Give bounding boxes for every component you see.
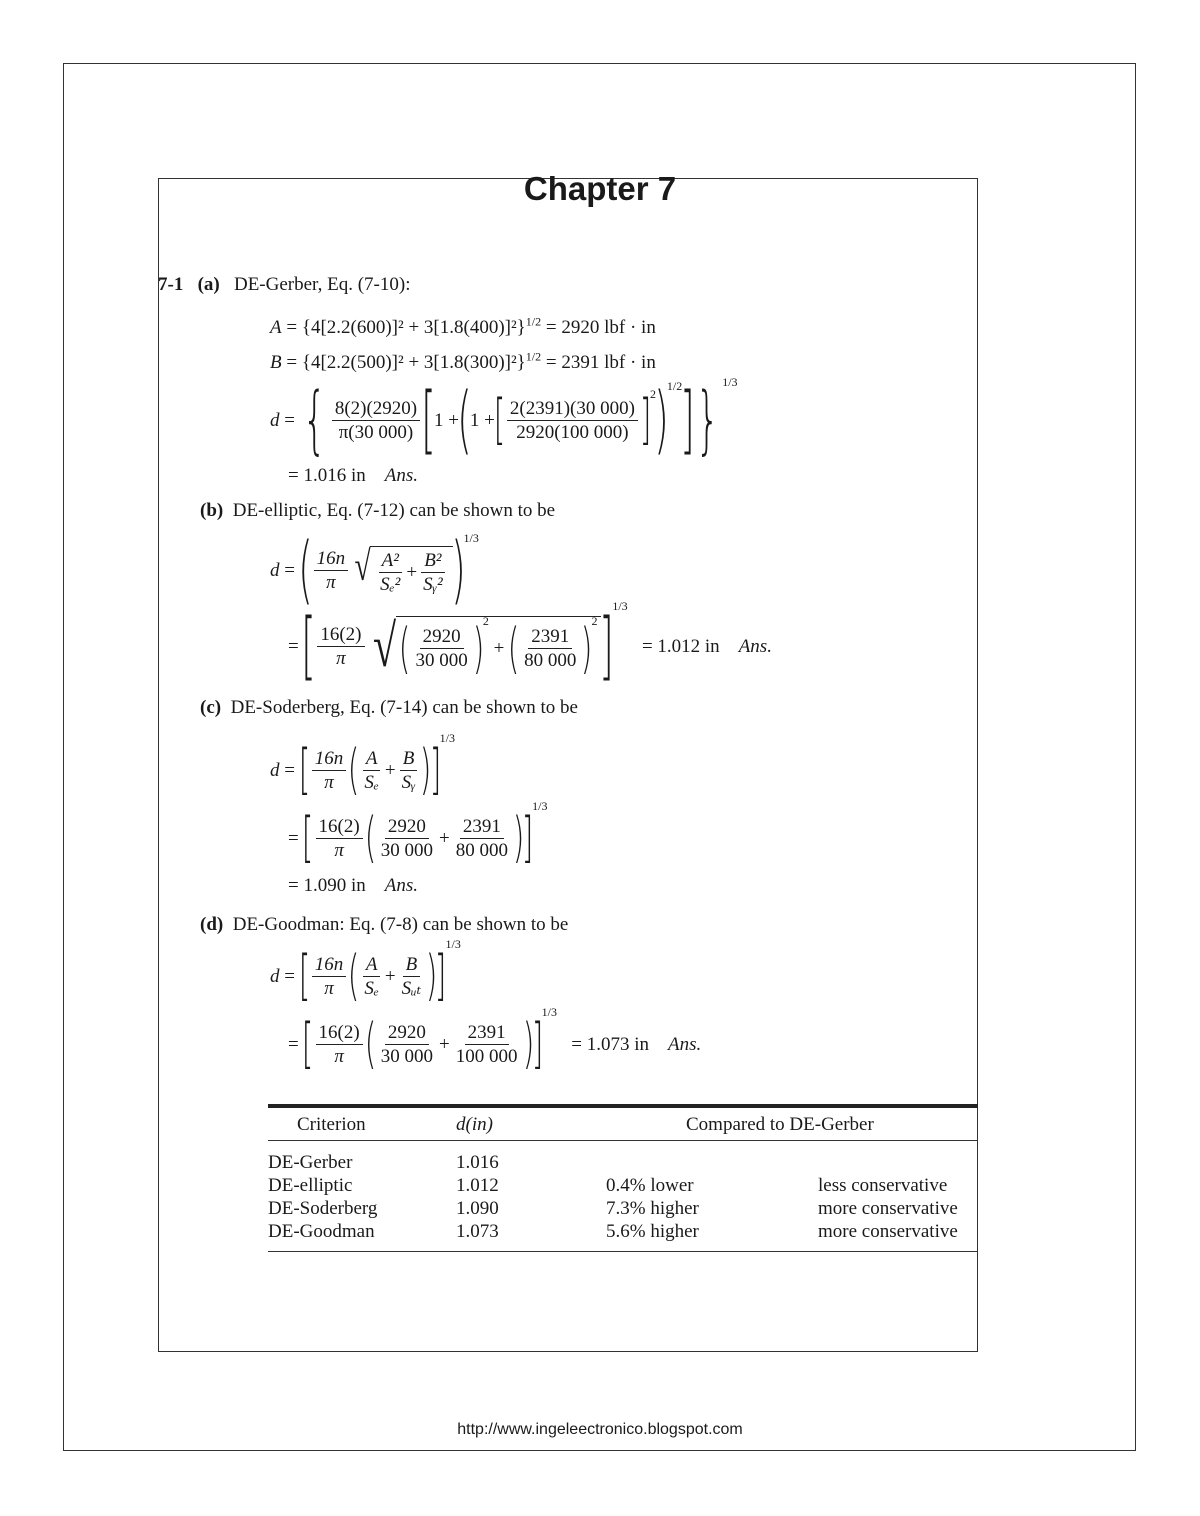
table-header-compared: Compared to DE-Gerber	[686, 1114, 874, 1135]
fraction: $\frac{8(2)(2920)}{\pi(30 000)}$	[332, 399, 420, 442]
table-bottom-rule	[268, 1251, 978, 1252]
equation-A-expr: {4[2.2(600)]² + 3[1.8(400)]²}	[301, 317, 526, 338]
fraction: $\frac{16(2)}{\pi}$	[316, 1023, 363, 1066]
table-header-rule	[268, 1140, 978, 1141]
fraction: $\frac{16n}{\pi}$	[312, 749, 347, 792]
part-b-tag: (b)	[200, 500, 224, 521]
chapter-title: Chapter 7	[523, 170, 677, 207]
equation-B: $B = \{4[2.2(500)]^2 + 3[1.8(300)]^2\}^{1/2} = 2391$ lbf · in	[270, 349, 656, 373]
table-header-criterion: Criterion	[297, 1114, 366, 1135]
square-root: √ ( $\frac{2920}{30 000}$ ) 2 + ( $\frac{2391}{80 000}$ ) 2	[368, 616, 602, 676]
equation-A: $A = \{4[2.2(600)]^2 + 3[1.8(400)]^2\}^{1/2} = 2920$ lbf · in	[270, 314, 656, 338]
fraction: $\frac{2(2391)(30 000)}{2920(100 000)}$	[507, 399, 638, 442]
equation-d-soderberg-numeric: = [ $\frac{16(2)}{\pi}$ ( $\frac{2920}{30 000}$ + $\frac{2391}{80 000}$ ) ] 1/3	[288, 799, 548, 869]
part-a-header	[158, 275, 411, 294]
footer-url: http://www.ingeleectronico.blogspot.com	[457, 1421, 743, 1438]
equation-d-soderberg-general: d = [ $\frac{16n}{\pi}$ ( $\frac{A}{\text{Sₑ}}$ + $\frac{B}{\text{Sᵧ}}$ ) ] 1/3	[270, 731, 455, 801]
part-d-header: (d) DE-Goodman: Eq. (7-8) can be shown to be	[200, 914, 569, 935]
part-d-tag: (d)	[200, 914, 224, 935]
part-a-result: = 1.016 in Ans.	[288, 465, 418, 486]
part-c-tag: (c)	[200, 697, 222, 718]
fraction: $\frac{16n}{\pi}$	[314, 549, 349, 592]
equation-d-goodman-numeric: = [ $\frac{16(2)}{\pi}$ ( $\frac{2920}{30 000}$ + $\frac{2391}{100 000}$ ) ] 1/3 = 1.073 in Ans.	[288, 1005, 702, 1075]
equation-d-elliptic-general: d = ( $\frac{16n}{\pi}$ √ $\frac{\text{A²}}{\text{Sₑ²}}$ + $\frac{\text{B²}}{\text{Sᵧ²}}$ ) 1/3	[270, 527, 479, 613]
equation-d-goodman-general: d = [ $\frac{16n}{\pi}$ ( $\frac{A}{\text{Sₑ}}$ + $\frac{B}{\text{Sᵤₜ}}$ ) ] 1/3	[270, 937, 461, 1007]
part-a-text: DE-Gerber, Eq. (7-10):	[233, 274, 411, 295]
part-a-tag: (a)	[197, 274, 220, 295]
fraction: $\frac{16n}{\pi}$	[312, 955, 347, 998]
fraction: $\frac{16(2)}{\pi}$	[317, 625, 364, 668]
equation-B-result: = 2391 lbf · in	[545, 352, 656, 373]
equation-d-gerber: d = { $\frac{8(2)(2920)}{\pi(30 000)}$ [ 1 + ( 1 + [ $\frac{2(2391)(30 000)}{2920(100 000)}$ ] 2 ) 1/2 ] } 1/3	[270, 375, 738, 463]
table-header-d: d(in)	[456, 1114, 493, 1135]
equation-A-result: = 2920 lbf · in	[545, 317, 656, 338]
equation-d-elliptic-numeric: = [ $\frac{16(2)}{\pi}$ √ ( $\frac{2920}{30 000}$ ) 2 + ( $\frac{2391}{80 000}$ ) 2 ] 1/3 = 1.012 in Ans.	[288, 599, 772, 689]
part-b-header: (b) DE-elliptic, Eq. (7-12) can be shown to be	[200, 500, 556, 521]
equation-B-expr: {4[2.2(500)]² + 3[1.8(300)]²}	[301, 352, 526, 373]
table-top-rule	[268, 1104, 978, 1108]
fraction: $\frac{16(2)}{\pi}$	[316, 817, 363, 860]
part-c-result: = 1.090 in Ans.	[288, 875, 418, 896]
part-c-header: (c) DE-Soderberg, Eq. (7-14) can be shown to be	[200, 697, 578, 718]
square-root: √ $\frac{\text{A²}}{\text{Sₑ²}}$ + $\frac{\text{B²}}{\text{Sᵧ²}}$	[351, 546, 453, 594]
problem-number: 7-1	[158, 274, 184, 295]
